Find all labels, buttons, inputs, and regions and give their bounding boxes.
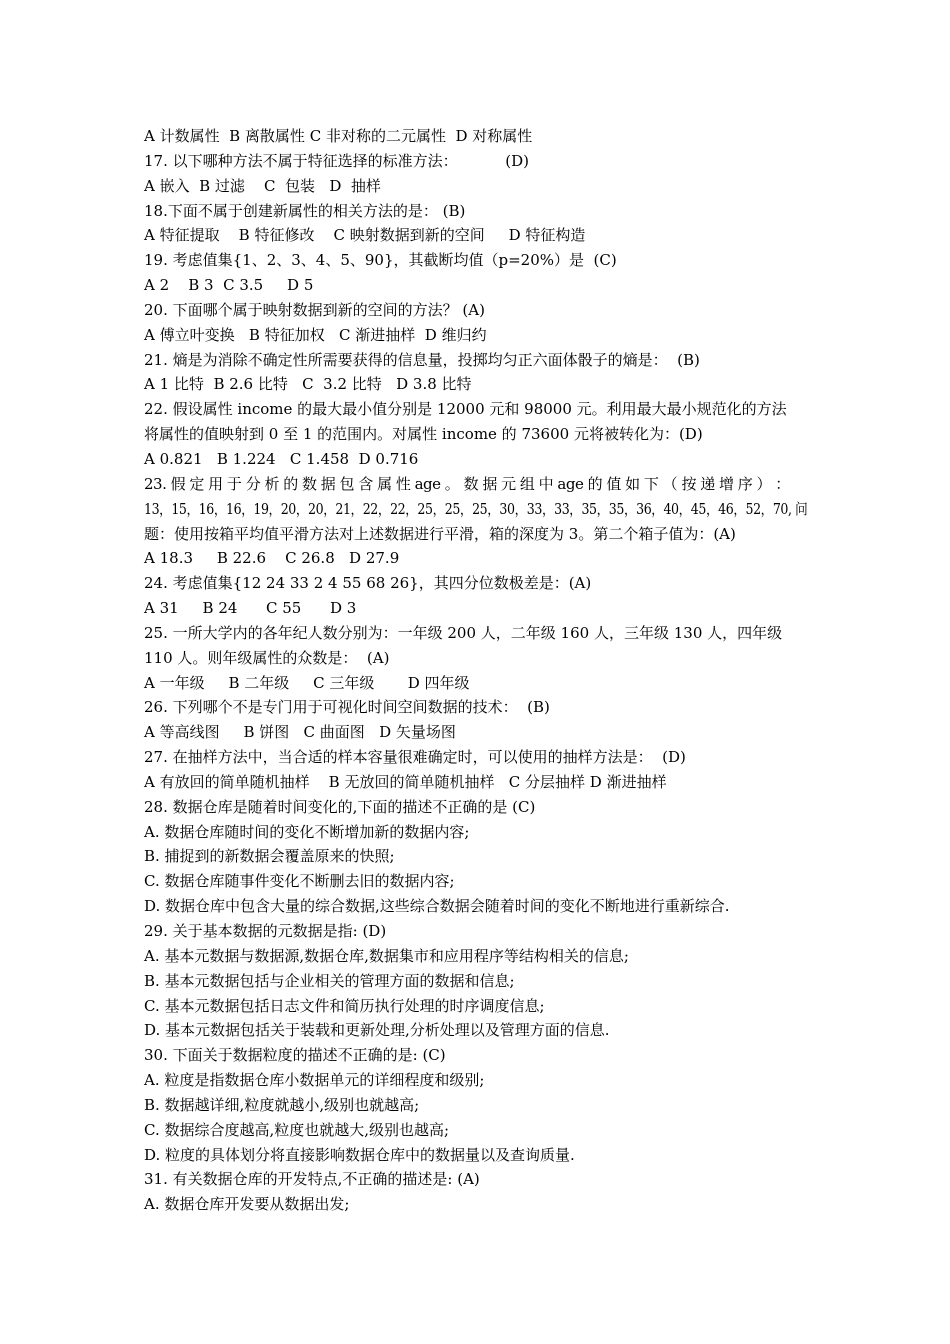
text-line: A 等高线图 B 饼图 C 曲面图 D 矢量场图 — [144, 723, 456, 742]
text-line: D. 粒度的具体划分将直接影响数据仓库中的数据量以及查询质量. — [144, 1145, 575, 1164]
text-line: A. 粒度是指数据仓库小数据单元的详细程度和级别; — [144, 1071, 485, 1090]
text-line: 13，15，16，16，19，20，20，21，22，22，25，25，25，30，33，33，35，35，36，40，45，46，52，70, 问 — [144, 499, 808, 518]
text-line: A 嵌入 B 过滤 C 包装 D 抽样 — [144, 176, 381, 195]
text-line: A 一年级 B 二年级 C 三年级 D 四年级 — [144, 673, 470, 692]
text-line: 25. 一所大学内的各年纪人数分别为：一年级 200 人，二年级 160 人，三年级 130 人，四年级 — [144, 623, 783, 642]
text-line: 24. 考虑值集{12 24 33 2 4 55 68 26}，其四分位数极差是：(A) — [144, 574, 592, 593]
text-line: A 傅立叶变换 B 特征加权 C 渐进抽样 D 维归约 — [144, 325, 487, 344]
text-line: A 有放回的简单随机抽样 B 无放回的简单随机抽样 C 分层抽样 D 渐进抽样 — [144, 772, 667, 791]
text-line: 19. 考虑值集{1、2、3、4、5、90}，其截断均值（p=20%）是 (C) — [144, 251, 617, 270]
text-line: 29. 关于基本数据的元数据是指: (D) — [144, 922, 387, 940]
text-line: A 2 B 3 C 3.5 D 5 — [144, 276, 314, 295]
text-line: 23. 假 定 用 于 分 析 的 数 据 包 含 属 性 age 。 数 据 元 组 中 age 的 值 如 下 （ 按 递 增 序 ） ： — [144, 474, 790, 493]
text-line: C. 数据仓库随事件变化不断删去旧的数据内容; — [144, 872, 455, 891]
document-body — [144, 124, 808, 1217]
text-line: 30. 下面关于数据粒度的描述不正确的是: (C) — [144, 1046, 446, 1065]
text-line: 将属性的值映射到 0 至 1 的范围内。对属性 income 的 73600 元将被转化为：(D) — [144, 425, 703, 444]
text-line: 题：使用按箱平均值平滑方法对上述数据进行平滑，箱的深度为 3。第二个箱子值为：(A) — [144, 524, 736, 543]
text-line: D. 基本元数据包括关于装载和更新处理,分析处理以及管理方面的信息. — [144, 1021, 610, 1040]
text-line: B. 数据越详细,粒度就越小,级别也就越高; — [144, 1095, 420, 1114]
text-line: 26. 下列哪个不是专门用于可视化时间空间数据的技术： (B) — [144, 698, 550, 717]
text-line: A 0.821 B 1.224 C 1.458 D 0.716 — [144, 449, 419, 468]
text-line: A. 基本元数据与数据源,数据仓库,数据集市和应用程序等结构相关的信息; — [144, 946, 629, 965]
text-line: A 31 B 24 C 55 D 3 — [144, 599, 357, 618]
text-line: B. 基本元数据包括与企业相关的管理方面的数据和信息; — [144, 971, 515, 990]
text-line: C. 数据综合度越高,粒度也就越大,级别也越高; — [144, 1120, 450, 1139]
text-line: A. 数据仓库开发要从数据出发; — [144, 1195, 350, 1214]
text-line: D. 数据仓库中包含大量的综合数据,这些综合数据会随着时间的变化不断地进行重新综合. — [144, 897, 730, 916]
text-line: 22. 假设属性 income 的最大最小值分别是 12000 元和 98000 元。利用最大最小规范化的方法 — [144, 400, 787, 419]
text-line: A 1 比特 B 2.6 比特 C 3.2 比特 D 3.8 比特 — [144, 375, 472, 394]
text-line: 20. 下面哪个属于映射数据到新的空间的方法？ (A) — [144, 300, 485, 319]
text-line: A 18.3 B 22.6 C 26.8 D 27.9 — [144, 549, 400, 568]
text-line: A 计数属性 B 离散属性 C 非对称的二元属性 D 对称属性 — [144, 127, 533, 145]
text-line: 28. 数据仓库是随着时间变化的,下面的描述不正确的是 (C) — [144, 797, 536, 816]
text-line: A. 数据仓库随时间的变化不断增加新的数据内容; — [144, 822, 470, 841]
text-line: 110 人。则年级属性的众数是： (A) — [144, 648, 390, 667]
text-line: A 特征提取 B 特征修改 C 映射数据到新的空间 D 特征构造 — [144, 226, 586, 245]
text-line: C. 基本元数据包括日志文件和简历执行处理的时序调度信息; — [144, 996, 545, 1015]
text-line: 31. 有关数据仓库的开发特点,不正确的描述是: (A) — [144, 1170, 480, 1189]
text-line: 21. 熵是为消除不确定性所需要获得的信息量，投掷均匀正六面体骰子的熵是： (B) — [144, 350, 700, 369]
text-line: 18.下面不属于创建新属性的相关方法的是： (B) — [144, 201, 466, 220]
text-line: 17. 以下哪种方法不属于特征选择的标准方法： (D) — [144, 151, 530, 170]
text-line: 27. 在抽样方法中，当合适的样本容量很难确定时，可以使用的抽样方法是： (D) — [144, 748, 686, 767]
text-line: B. 捕捉到的新数据会覆盖原来的快照; — [144, 847, 395, 866]
